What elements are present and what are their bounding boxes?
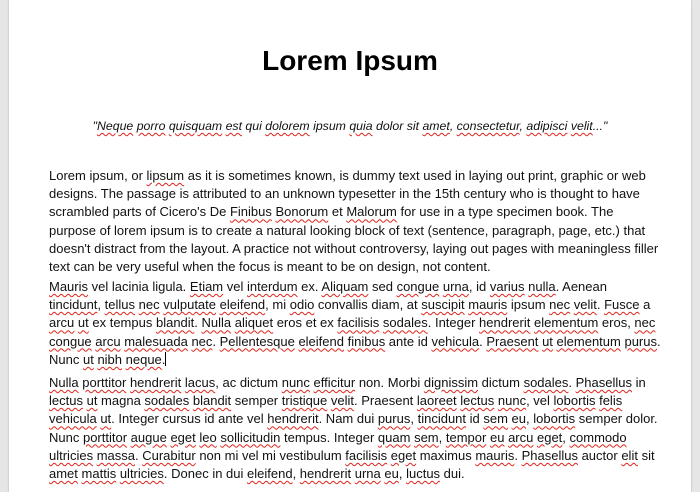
paragraph-2[interactable] <box>49 278 661 369</box>
text-run: as it is sometimes known, is dummy text used in laying out print, graphic or web designs. The passage is attributed to an unknown typesetter in the 15th century who is thought to have scrambled parts of Cicero's De <box>49 168 646 220</box>
spellcheck-word[interactable]: purus <box>624 333 657 349</box>
spellcheck-word[interactable]: Nulla <box>49 375 79 390</box>
spellcheck-word[interactable]: elementum <box>556 333 621 349</box>
text-run: . Integer cursus id ante vel <box>111 411 268 427</box>
spellcheck-word[interactable]: sem <box>483 411 508 427</box>
spellcheck-word[interactable]: Mauris <box>49 279 89 294</box>
text-run: , ac dictum <box>215 375 282 390</box>
text-run: , mi <box>265 297 290 313</box>
spellcheck-word[interactable]: tempor <box>445 429 487 445</box>
spellcheck-word[interactable]: sodales <box>523 375 569 390</box>
spellcheck-word[interactable]: lacus <box>184 375 216 390</box>
text-run: . <box>161 351 166 367</box>
text-run: id <box>466 411 484 427</box>
spellcheck-word[interactable]: eget <box>170 429 196 445</box>
spellcheck-word[interactable]: porttitor <box>82 375 127 390</box>
spellcheck-word[interactable]: lobortis <box>553 393 596 409</box>
spellcheck-word[interactable]: ut <box>77 315 89 331</box>
spellcheck-word[interactable]: Praesent <box>486 333 539 349</box>
spellcheck-word[interactable]: Curabitur <box>142 447 196 463</box>
spellcheck-word[interactable]: eget <box>390 447 417 463</box>
spellcheck-word[interactable]: eleifend <box>219 297 266 313</box>
spellcheck-word[interactable]: finibus <box>347 333 386 349</box>
spellcheck-word[interactable]: ut <box>542 333 553 349</box>
text-run: ipsum <box>309 119 350 133</box>
document-title[interactable]: Lorem Ipsum <box>262 45 438 76</box>
text-run: , <box>526 411 534 427</box>
text-run: ..." <box>592 119 608 133</box>
spellcheck-word[interactable]: vehicula <box>49 411 97 427</box>
text-run: , <box>519 119 527 133</box>
text-run: ante id <box>385 333 432 349</box>
text-run: dictum <box>478 375 524 390</box>
spellcheck-word[interactable]: interdum <box>246 279 298 294</box>
text-run: , id <box>468 279 490 294</box>
spellcheck-word[interactable]: lectus <box>460 393 495 409</box>
spellcheck-word[interactable]: mauris <box>468 297 508 313</box>
spellcheck-word[interactable]: nec <box>191 333 213 349</box>
spellcheck-word[interactable]: velit <box>570 119 593 133</box>
spellcheck-word[interactable]: consectetur <box>456 119 520 133</box>
spellcheck-word[interactable]: luctus <box>406 466 441 482</box>
spellcheck-word[interactable]: lobortis <box>533 411 576 427</box>
text-run: sed <box>368 279 397 294</box>
spellcheck-word[interactable]: nunc <box>281 375 310 390</box>
text-run: eros, <box>598 315 635 331</box>
spellcheck-word[interactable]: varius <box>489 279 525 294</box>
spellcheck-word[interactable]: ut <box>82 351 94 367</box>
spellcheck-word[interactable]: augue <box>130 429 167 445</box>
spellcheck-word[interactable]: elit <box>621 447 638 463</box>
spellcheck-word[interactable]: leo <box>199 429 217 445</box>
text-run: , <box>97 297 105 313</box>
spellcheck-word[interactable]: sodales <box>144 393 190 409</box>
text-run: qui <box>242 119 266 133</box>
text-cursor <box>165 352 166 366</box>
text-run: . <box>194 315 202 331</box>
spellcheck-word[interactable]: Neque <box>97 119 134 133</box>
text-run: . Praesent <box>354 393 417 409</box>
text-run: et <box>328 204 347 220</box>
text-run: a <box>639 297 651 313</box>
spellcheck-word[interactable]: Phasellus <box>521 447 578 463</box>
text-run: ex tempus <box>88 315 156 331</box>
spellcheck-word[interactable]: facilisis <box>345 447 388 463</box>
text-run: dolor sit <box>372 119 423 133</box>
text-run: sit <box>637 447 655 463</box>
text-run: . Integer <box>427 315 480 331</box>
spellcheck-word[interactable]: dignissim <box>423 375 479 390</box>
spellcheck-word[interactable]: adipisci <box>526 119 568 133</box>
spellcheck-word[interactable]: eu <box>489 429 505 445</box>
spellcheck-word[interactable]: hendrerit <box>479 315 531 331</box>
spellcheck-word[interactable]: Bonorum <box>275 204 329 220</box>
spellcheck-word[interactable]: nulla <box>528 279 556 294</box>
spellcheck-word[interactable]: eu <box>384 466 399 482</box>
text-run: Lorem ipsum, or <box>49 168 147 183</box>
text-run: . <box>514 447 522 463</box>
text-run: " <box>92 119 98 133</box>
spellcheck-word[interactable]: Phasellus <box>575 375 632 390</box>
text-run: . Donec in dui <box>163 466 248 482</box>
spellcheck-word[interactable]: vulputate <box>163 297 216 313</box>
text-run: , <box>398 466 407 482</box>
spellcheck-word[interactable]: arcu <box>49 315 75 331</box>
spellcheck-word[interactable]: tristique <box>281 393 328 409</box>
spellcheck-word[interactable]: ultricies <box>49 447 94 463</box>
spellcheck-word[interactable]: eleifend <box>247 466 293 482</box>
spellcheck-word[interactable]: purus <box>377 411 411 427</box>
spellcheck-word[interactable]: Malorum <box>346 204 397 220</box>
paragraph-1[interactable] <box>49 167 661 276</box>
spellcheck-word[interactable]: ultricies <box>119 466 164 482</box>
text-run: vel <box>223 279 247 294</box>
spellcheck-word[interactable]: lectus <box>49 393 83 409</box>
text-run: . <box>212 333 220 349</box>
spellcheck-word[interactable]: amet <box>49 466 78 482</box>
spellcheck-word[interactable]: blandit <box>192 393 232 409</box>
spellcheck-word[interactable]: eleifend <box>298 333 344 349</box>
text-run: ex. <box>297 279 322 294</box>
spellcheck-word[interactable]: neque <box>125 351 162 367</box>
spellcheck-word[interactable]: nec <box>138 297 160 313</box>
spellcheck-word[interactable]: tincidunt <box>417 411 467 427</box>
text-run: , <box>562 429 570 445</box>
text-run: eros et ex <box>273 315 338 331</box>
spellcheck-word[interactable]: porro <box>136 119 166 133</box>
spellcheck-word[interactable]: tellus <box>104 297 136 313</box>
spellcheck-word[interactable]: commodo <box>569 429 627 445</box>
text-run: . <box>568 375 576 390</box>
spellcheck-word[interactable]: nec <box>549 297 571 313</box>
text-run: vel lacinia ligula. <box>88 279 190 294</box>
text-run: . Nunc <box>49 333 661 367</box>
spellcheck-word[interactable]: amet <box>422 119 450 133</box>
spellcheck-word[interactable]: elementum <box>533 315 599 331</box>
spellcheck-word[interactable]: quisquam <box>168 119 223 133</box>
text-run: . Aenean <box>555 279 607 294</box>
spellcheck-word[interactable]: laoreet <box>416 393 457 409</box>
spellcheck-word[interactable]: urna <box>442 279 469 294</box>
spellcheck-word[interactable]: blandit <box>155 315 195 331</box>
spellcheck-word[interactable]: est <box>225 119 242 133</box>
spellcheck-word[interactable]: Nulla <box>201 315 232 331</box>
document-page[interactable] <box>9 0 691 492</box>
spellcheck-word[interactable]: massa <box>96 447 135 463</box>
text-run: , <box>438 429 446 445</box>
spellcheck-word[interactable]: congue <box>396 279 440 294</box>
text-run: non mi vel mi vestibulum <box>195 447 346 463</box>
spellcheck-word[interactable]: ut <box>86 393 98 409</box>
spellcheck-word[interactable]: hendrerit <box>129 375 182 390</box>
spellcheck-word[interactable]: mauris <box>475 447 515 463</box>
spellcheck-word[interactable]: lipsum <box>146 168 185 183</box>
text-run: tempus. Integer <box>280 429 378 445</box>
text-run: , <box>292 466 300 482</box>
spellcheck-word[interactable]: arcu <box>95 333 121 349</box>
text-run: , vel <box>526 393 554 409</box>
spellcheck-word[interactable]: velit <box>330 393 355 409</box>
text-run: maximus <box>416 447 476 463</box>
paragraph-3[interactable] <box>49 374 661 483</box>
spellcheck-word[interactable]: malesuada <box>124 333 188 349</box>
spellcheck-word[interactable]: aliquet <box>234 315 274 331</box>
spellcheck-word[interactable]: Pellentesque <box>219 333 295 349</box>
spellcheck-word[interactable]: quia <box>349 119 373 133</box>
spellcheck-word[interactable]: Aliquam <box>321 279 369 294</box>
epigraph-quote[interactable] <box>9 117 691 135</box>
spellcheck-word[interactable]: sollicitudin <box>220 429 281 445</box>
text-run: non. Morbi <box>355 375 424 390</box>
spellcheck-word[interactable]: sem <box>414 429 439 445</box>
spellcheck-word[interactable]: Fusce <box>604 297 640 313</box>
spellcheck-word[interactable]: odio <box>289 297 315 313</box>
text-run: ipsum <box>507 297 550 313</box>
spellcheck-word[interactable]: nibh <box>97 351 123 367</box>
text-run: . <box>135 447 143 463</box>
spellcheck-word[interactable]: hendrerit <box>267 411 319 427</box>
text-run: , <box>410 411 418 427</box>
spellcheck-word[interactable]: arcu <box>508 429 534 445</box>
spellcheck-word[interactable]: efficitur <box>313 375 356 390</box>
text-run: in <box>632 375 646 390</box>
text-run: . Nam dui <box>318 411 378 427</box>
spellcheck-word[interactable]: Etiam <box>189 279 224 294</box>
spellcheck-word[interactable]: eget <box>536 429 563 445</box>
text-run: . <box>479 333 487 349</box>
text-run: semper dolor. Nunc <box>49 411 658 445</box>
spellcheck-word[interactable]: tincidunt <box>49 297 98 313</box>
spellcheck-word[interactable]: nunc <box>497 393 527 409</box>
spellcheck-word[interactable]: suscipit <box>421 297 465 313</box>
spellcheck-word[interactable]: dolorem <box>265 119 310 133</box>
spellcheck-word[interactable]: facilisis <box>337 315 380 331</box>
spellcheck-word[interactable]: urna <box>354 466 381 482</box>
spellcheck-word[interactable]: porttitor <box>82 429 128 445</box>
text-run: convallis diam, at <box>314 297 422 313</box>
spellcheck-word[interactable]: mattis <box>81 466 117 482</box>
text-run: magna <box>97 393 145 409</box>
spellcheck-word[interactable]: sodales <box>382 315 428 331</box>
spellcheck-word[interactable]: velit <box>573 297 597 313</box>
text-run: dui. <box>440 466 465 482</box>
spellcheck-word[interactable]: eu <box>511 411 527 427</box>
spellcheck-word[interactable]: ut <box>100 411 112 427</box>
spellcheck-word[interactable]: hendrerit <box>299 466 352 482</box>
spellcheck-word[interactable]: vehicula <box>431 333 480 349</box>
text-run: , <box>449 119 457 133</box>
spellcheck-word[interactable]: felis <box>599 393 623 409</box>
text-run: semper <box>231 393 282 409</box>
text-run: auctor <box>577 447 622 463</box>
spellcheck-word[interactable]: nec <box>634 315 656 331</box>
spellcheck-word[interactable]: congue <box>49 333 92 349</box>
text-run: for use in a type specimen book. The purpose of lorem ipsum is to create a natural looking block of text (sentence, paragraph, page, etc.) that doesn't distract from the layout. A practice not without controversy, laying out pages with meaningless filler text can be very useful when the focus is meant to be on design, not content. <box>49 204 659 275</box>
spellcheck-word[interactable]: quam <box>377 429 411 445</box>
text-run: . <box>596 297 605 313</box>
spellcheck-word[interactable]: Finibus <box>229 204 272 220</box>
